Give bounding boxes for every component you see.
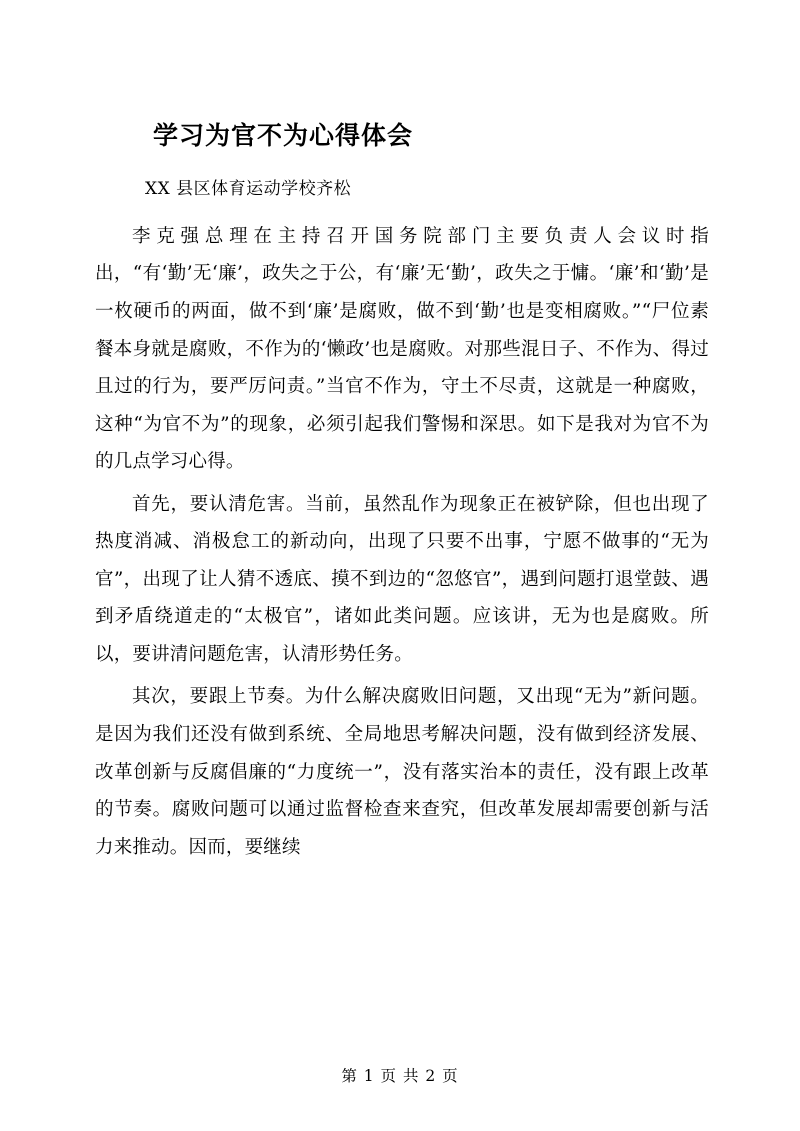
document-body (95, 118, 709, 871)
body-paragraph: 李克强总理在主持召开国务院部门主要负责人会议时指出，“有‘勤’无‘廉’，政失之于公，有‘廉’无‘勤’，政失之于慵。‘廉’和‘勤’是一枚硬币的两面，做不到‘廉’是腐败，做不到‘勤’也是变相腐败。”“尸位素餐本身就是腐败，不作为的‘懒政’也是腐败。对那些混日子、不作为、得过且过的行为，要严厉问责。”当官不作为，守土不尽责，这就是一种腐败，这种“为官不为”的现象，必须引起我们警惕和深思。如下是我对为官不为的几点学习心得。 (95, 225, 709, 473)
page-footer: 第 1 页 共 2 页 (341, 1067, 459, 1085)
author-line: XX 县区体育运动学校齐松 (145, 179, 352, 199)
body-paragraph: 其次，要跟上节奏。为什么解决腐败旧问题，又出现“无为”新问题。是因为我们还没有做到系统、全局地思考解决问题，没有做到经济发展、改革创新与反腐倡廉的“力度统一”，没有落实治本的责任，没有跟上改革的节奏。腐败问题可以通过监督检查来查究，但改革发展却需要创新与活力来推动。因而，要继续 (95, 686, 709, 858)
body-paragraph: 首先，要认清危害。当前，虽然乱作为现象正在被铲除，但也出现了热度消减、消极怠工的新动向，出现了只要不出事，宁愿不做事的“无为官”，出现了让人猜不透底、摸不到边的“忽悠官”，遇到问题打退堂鼓、遇到矛盾绕道走的“太极官”，诸如此类问题。应该讲，无为也是腐败。所以，要讲清问题危害，认清形势任务。 (95, 493, 709, 665)
page-title: 学习为官不为心得体会 (153, 121, 414, 150)
